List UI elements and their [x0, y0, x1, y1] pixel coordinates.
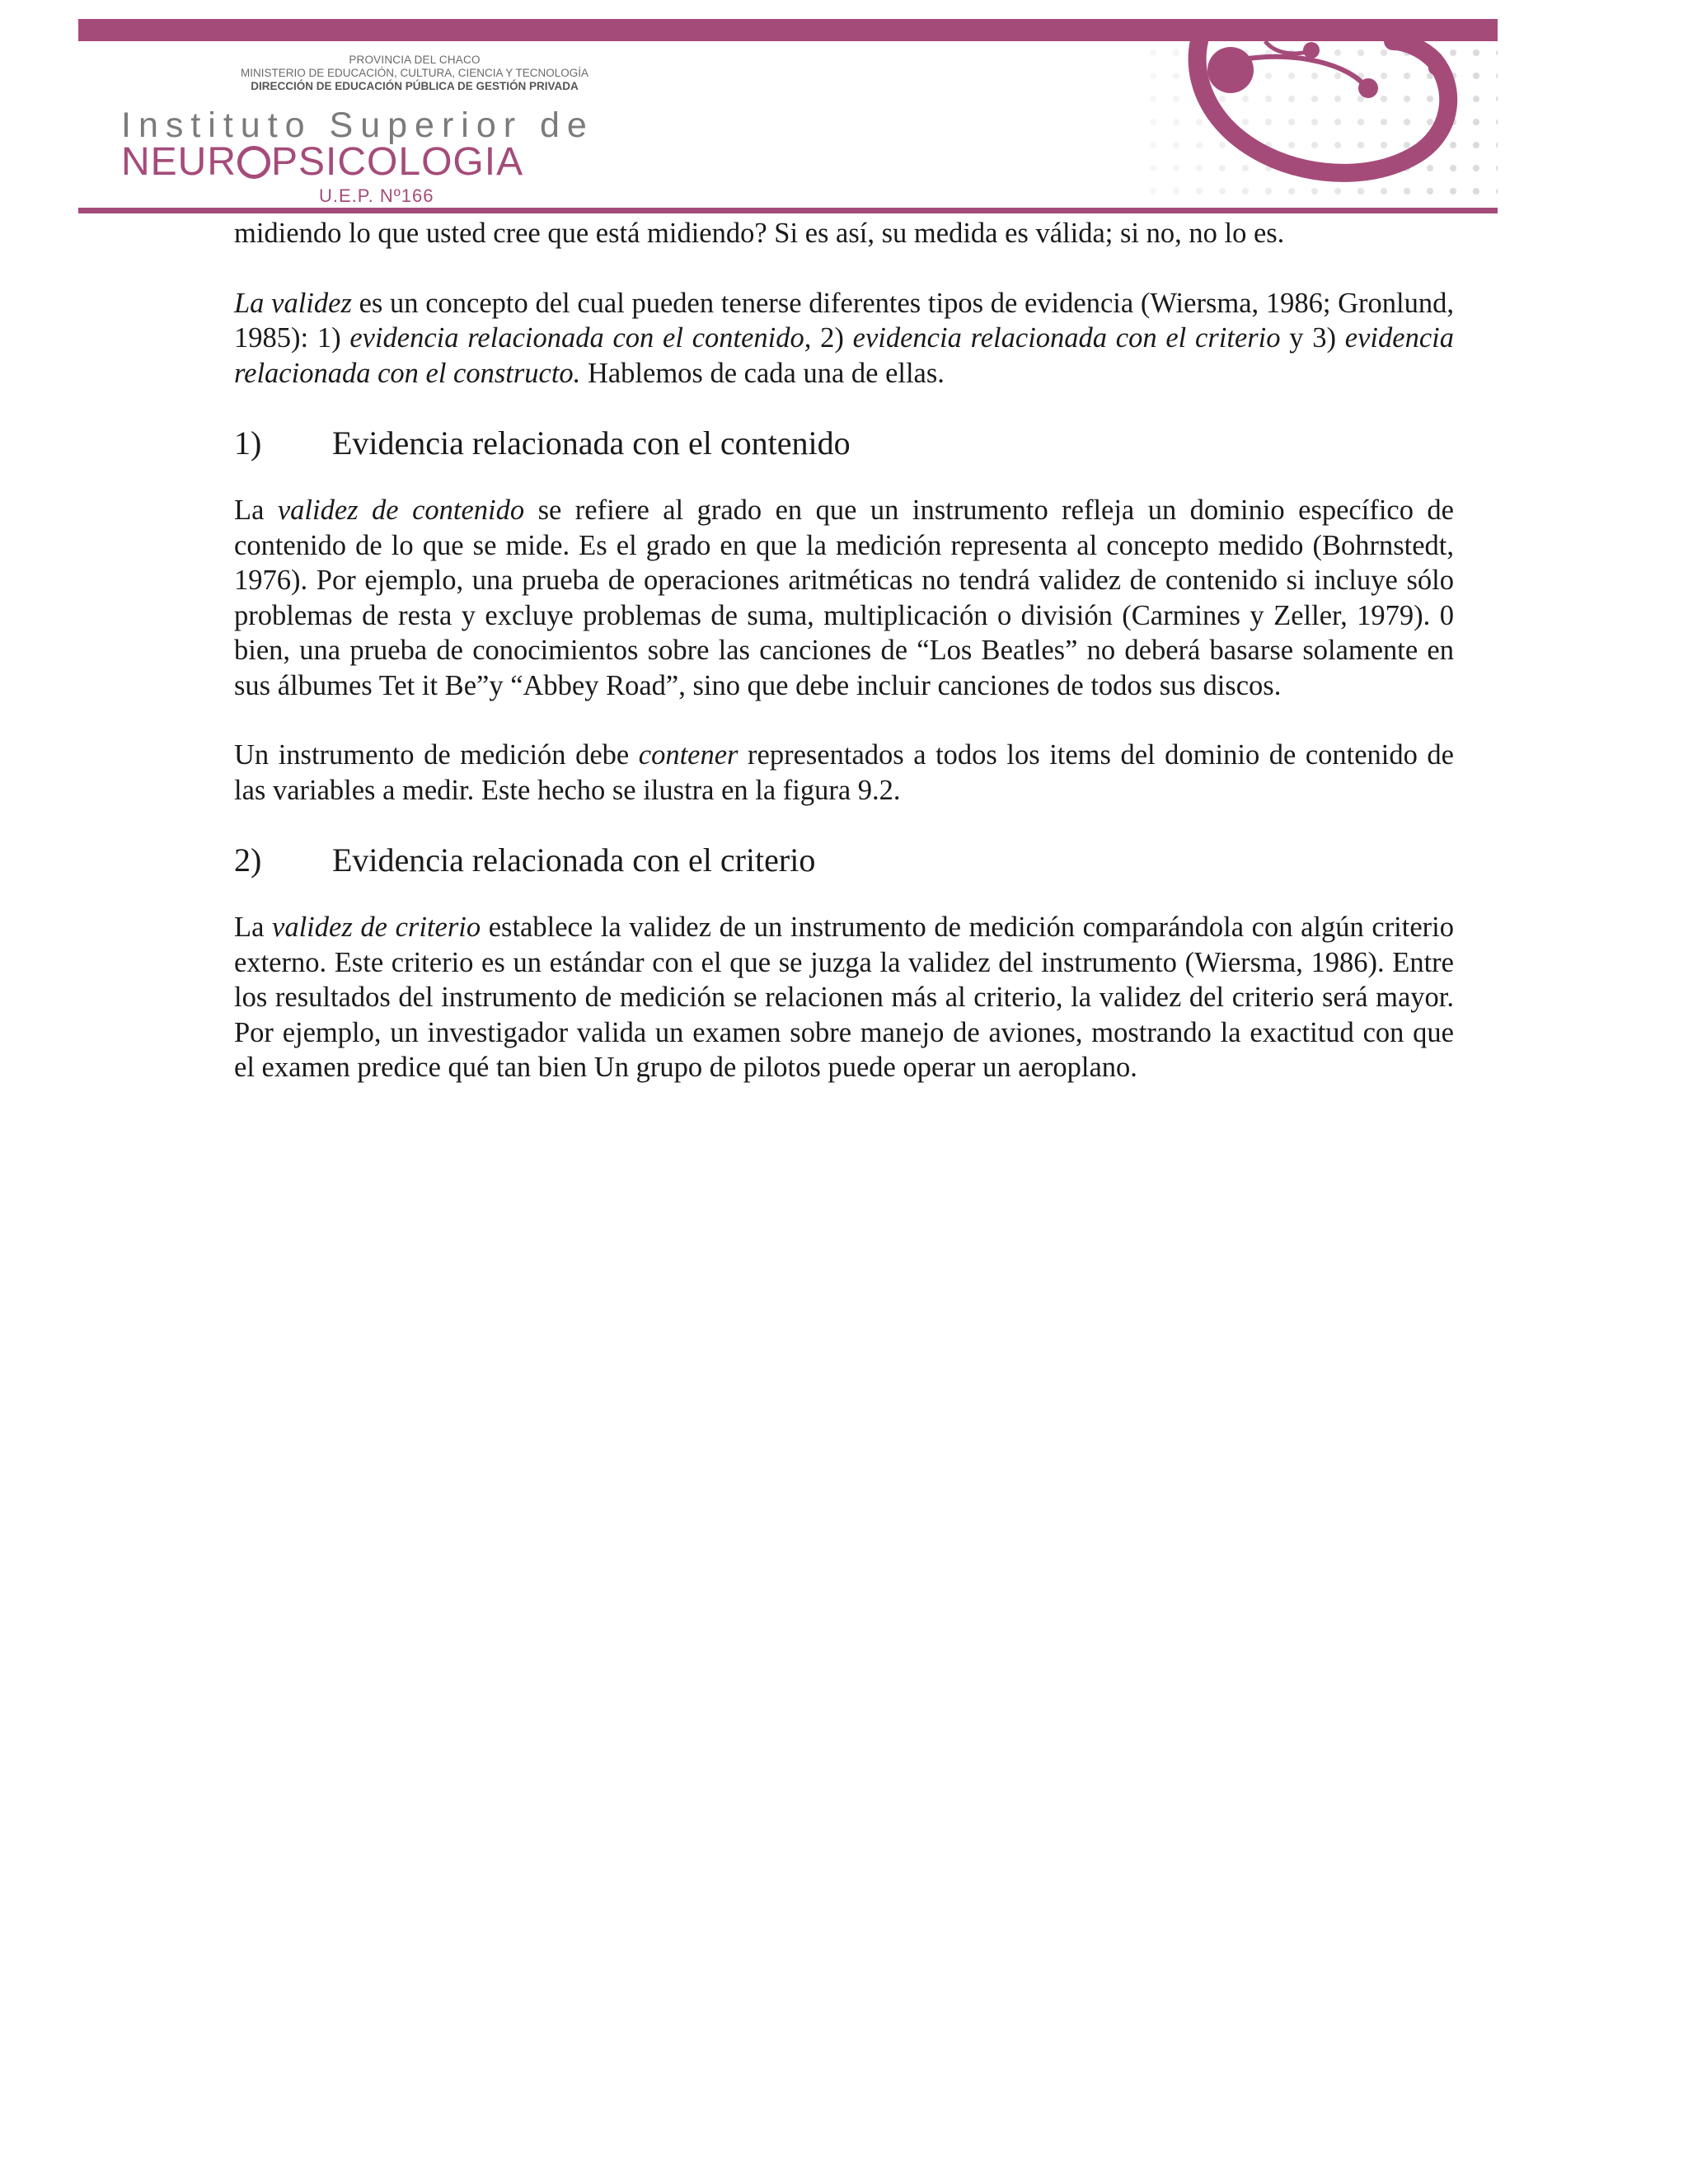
institute-name — [121, 140, 524, 184]
header-ministry: MINISTERIO DE EDUCACIÓN, CULTURA, CIENCIA Y TECNOLOGÍA — [240, 67, 589, 79]
institute-name-part2: PSICOLOGIA — [271, 140, 524, 184]
section-number: 1) — [234, 424, 262, 462]
institute-name-part1: NEUR — [121, 140, 237, 184]
paragraph-instrument: Un instrumento de medición debe contener representados a todos los items del dominio de contenido de las variables a medir. Este hecho se ilustra en la figura 9.2. — [234, 739, 1454, 806]
brain-o-icon — [237, 146, 270, 179]
section-heading-criterion — [234, 841, 1454, 880]
section-heading-content — [234, 424, 1454, 463]
paragraph-validity-types: La validez es un concepto del cual pueden tenerse diferentes tipos de evidencia (Wiersma, 1986; Gronlund, 1985): 1) evidencia relacionada con el contenido, 2) evidencia relacionada con el criterio y 3) evidencia relacionada con el constructo. Hablemos de cada una de ellas. — [234, 287, 1454, 389]
section-number: 2) — [234, 841, 262, 879]
school-number: U.E.P. Nº166 — [319, 185, 434, 206]
paragraph-criterion-validity: La validez de criterio establece la validez de un instrumento de medición comparándola con algún criterio externo. Este criterio es un estándar con el que se juzga la validez del instrumento (Wiersma, 1986). Entre los resultados del instrumento de medición se relacionen más al criterio, la validez del criterio será mayor. Por ejemplo, un investigador valida un examen sobre manejo de aviones, mostrando la exactitud con que el examen predice qué tan bien Un grupo de pilotos puede operar un aeroplano. — [234, 912, 1454, 1083]
brain-logo-icon — [1109, 19, 1498, 209]
header-province: PROVINCIA DEL CHACO — [349, 54, 481, 66]
paragraph-content-validity: La validez de contenido se refiere al grado en que un instrumento refleja un dominio específico de contenido de lo que se mide. Es el grado en que la medición representa al concepto medido (Bohrnstedt, 1976). Por ejemplo, una prueba de operaciones aritméticas no tendrá validez de contenido si incluye sólo problemas de resta y excluye problemas de suma, multiplicación o división (Carmines y Zeller, 1979). 0 bien, una prueba de conocimientos sobre las canciones de “Los Beatles” no deberá basarse solamente en sus álbumes Tet it Be”y “Abbey Road”, sino que debe incluir canciones de todos sus discos. — [234, 494, 1454, 701]
section-title: Evidencia relacionada con el contenido — [332, 424, 851, 462]
institute-title: Instituto Superior de — [121, 105, 594, 145]
paragraph-continuation: midiendo lo que usted cree que está midiendo? Si es así, su medida es válida; si no, no lo es. — [234, 218, 1285, 249]
header-direction: DIRECCIÓN DE EDUCACIÓN PÚBLICA DE GESTIÓN PRIVADA — [251, 80, 579, 92]
letterhead — [78, 19, 1498, 214]
section-title: Evidencia relacionada con el criterio — [332, 841, 816, 879]
document-body — [234, 216, 1454, 1085]
header-bottom-bar — [78, 208, 1498, 213]
